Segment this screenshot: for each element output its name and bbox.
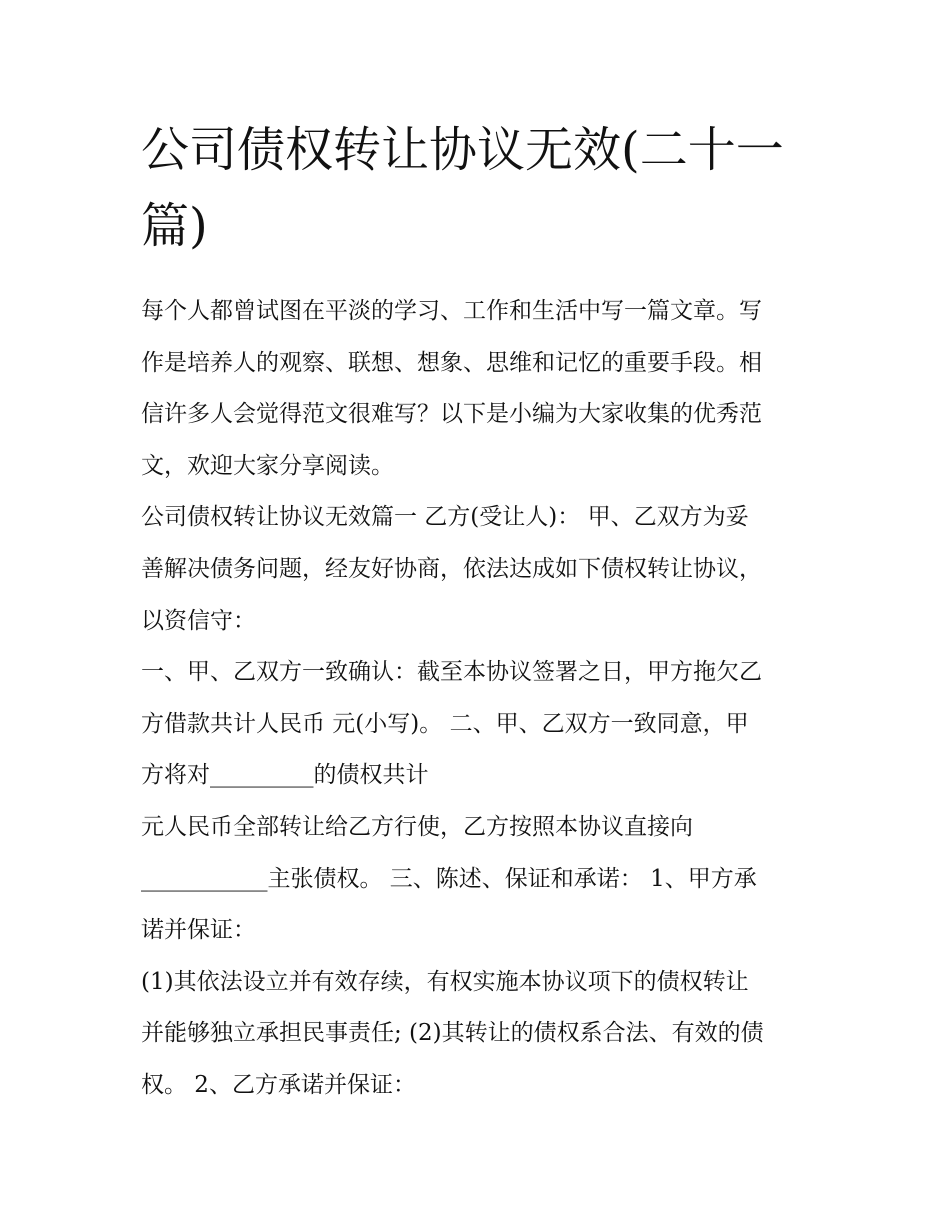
text-line: 方将对_________的债权共计 bbox=[141, 762, 429, 789]
text-line: 并能够独立承担民事责任; (2)其转让的债权系合法、有效的债 bbox=[141, 1020, 764, 1047]
document-page bbox=[141, 112, 821, 1112]
clause-one-two-paragraph bbox=[141, 647, 821, 802]
intro-paragraph bbox=[141, 286, 821, 492]
document-title bbox=[141, 112, 821, 264]
text-line: 善解决债务问题，经友好协商，依法达成如下债权转让协议， bbox=[141, 555, 762, 582]
text-line: 权。 2、乙方承诺并保证： bbox=[141, 1071, 416, 1098]
text-line: 公司债权转让协议无效篇一 乙方(受让人)： 甲、乙双方为妥 bbox=[141, 504, 749, 531]
title-line: 公司债权转让协议无效(二十一 bbox=[141, 122, 784, 178]
text-line: 每个人都曾试图在平淡的学习、工作和生活中写一篇文章。写 bbox=[141, 298, 762, 324]
text-line: 文，欢迎大家分享阅读。 bbox=[141, 452, 394, 479]
document-body bbox=[141, 286, 821, 1112]
title-line: 篇) bbox=[141, 198, 208, 254]
text-line: 元人民币全部转让给乙方行使，乙方按照本协议直接向 bbox=[141, 813, 693, 840]
text-line: 作是培养人的观察、联想、想象、思维和记忆的重要手段。相 bbox=[141, 349, 762, 376]
text-line: ___________主张债权。 三、陈述、保证和承诺： 1、甲方承 bbox=[141, 865, 757, 892]
agreement-preamble-paragraph bbox=[141, 492, 821, 647]
clause-transfer-paragraph bbox=[141, 802, 821, 957]
text-line: (1)其依法设立并有效存续，有权实施本协议项下的债权转让 bbox=[141, 968, 749, 995]
text-line: 以资信守： bbox=[141, 607, 256, 634]
text-line: 诺并保证： bbox=[141, 917, 256, 944]
text-line: 方借款共计人民币 元(小写)。 二、甲、乙双方一致同意，甲 bbox=[141, 710, 749, 737]
text-line: 信许多人会觉得范文很难写？以下是小编为大家收集的优秀范 bbox=[141, 401, 762, 428]
warranty-paragraph bbox=[141, 957, 821, 1112]
text-line: 一、甲、乙双方一致确认：截至本协议签署之日，甲方拖欠乙 bbox=[141, 659, 762, 686]
